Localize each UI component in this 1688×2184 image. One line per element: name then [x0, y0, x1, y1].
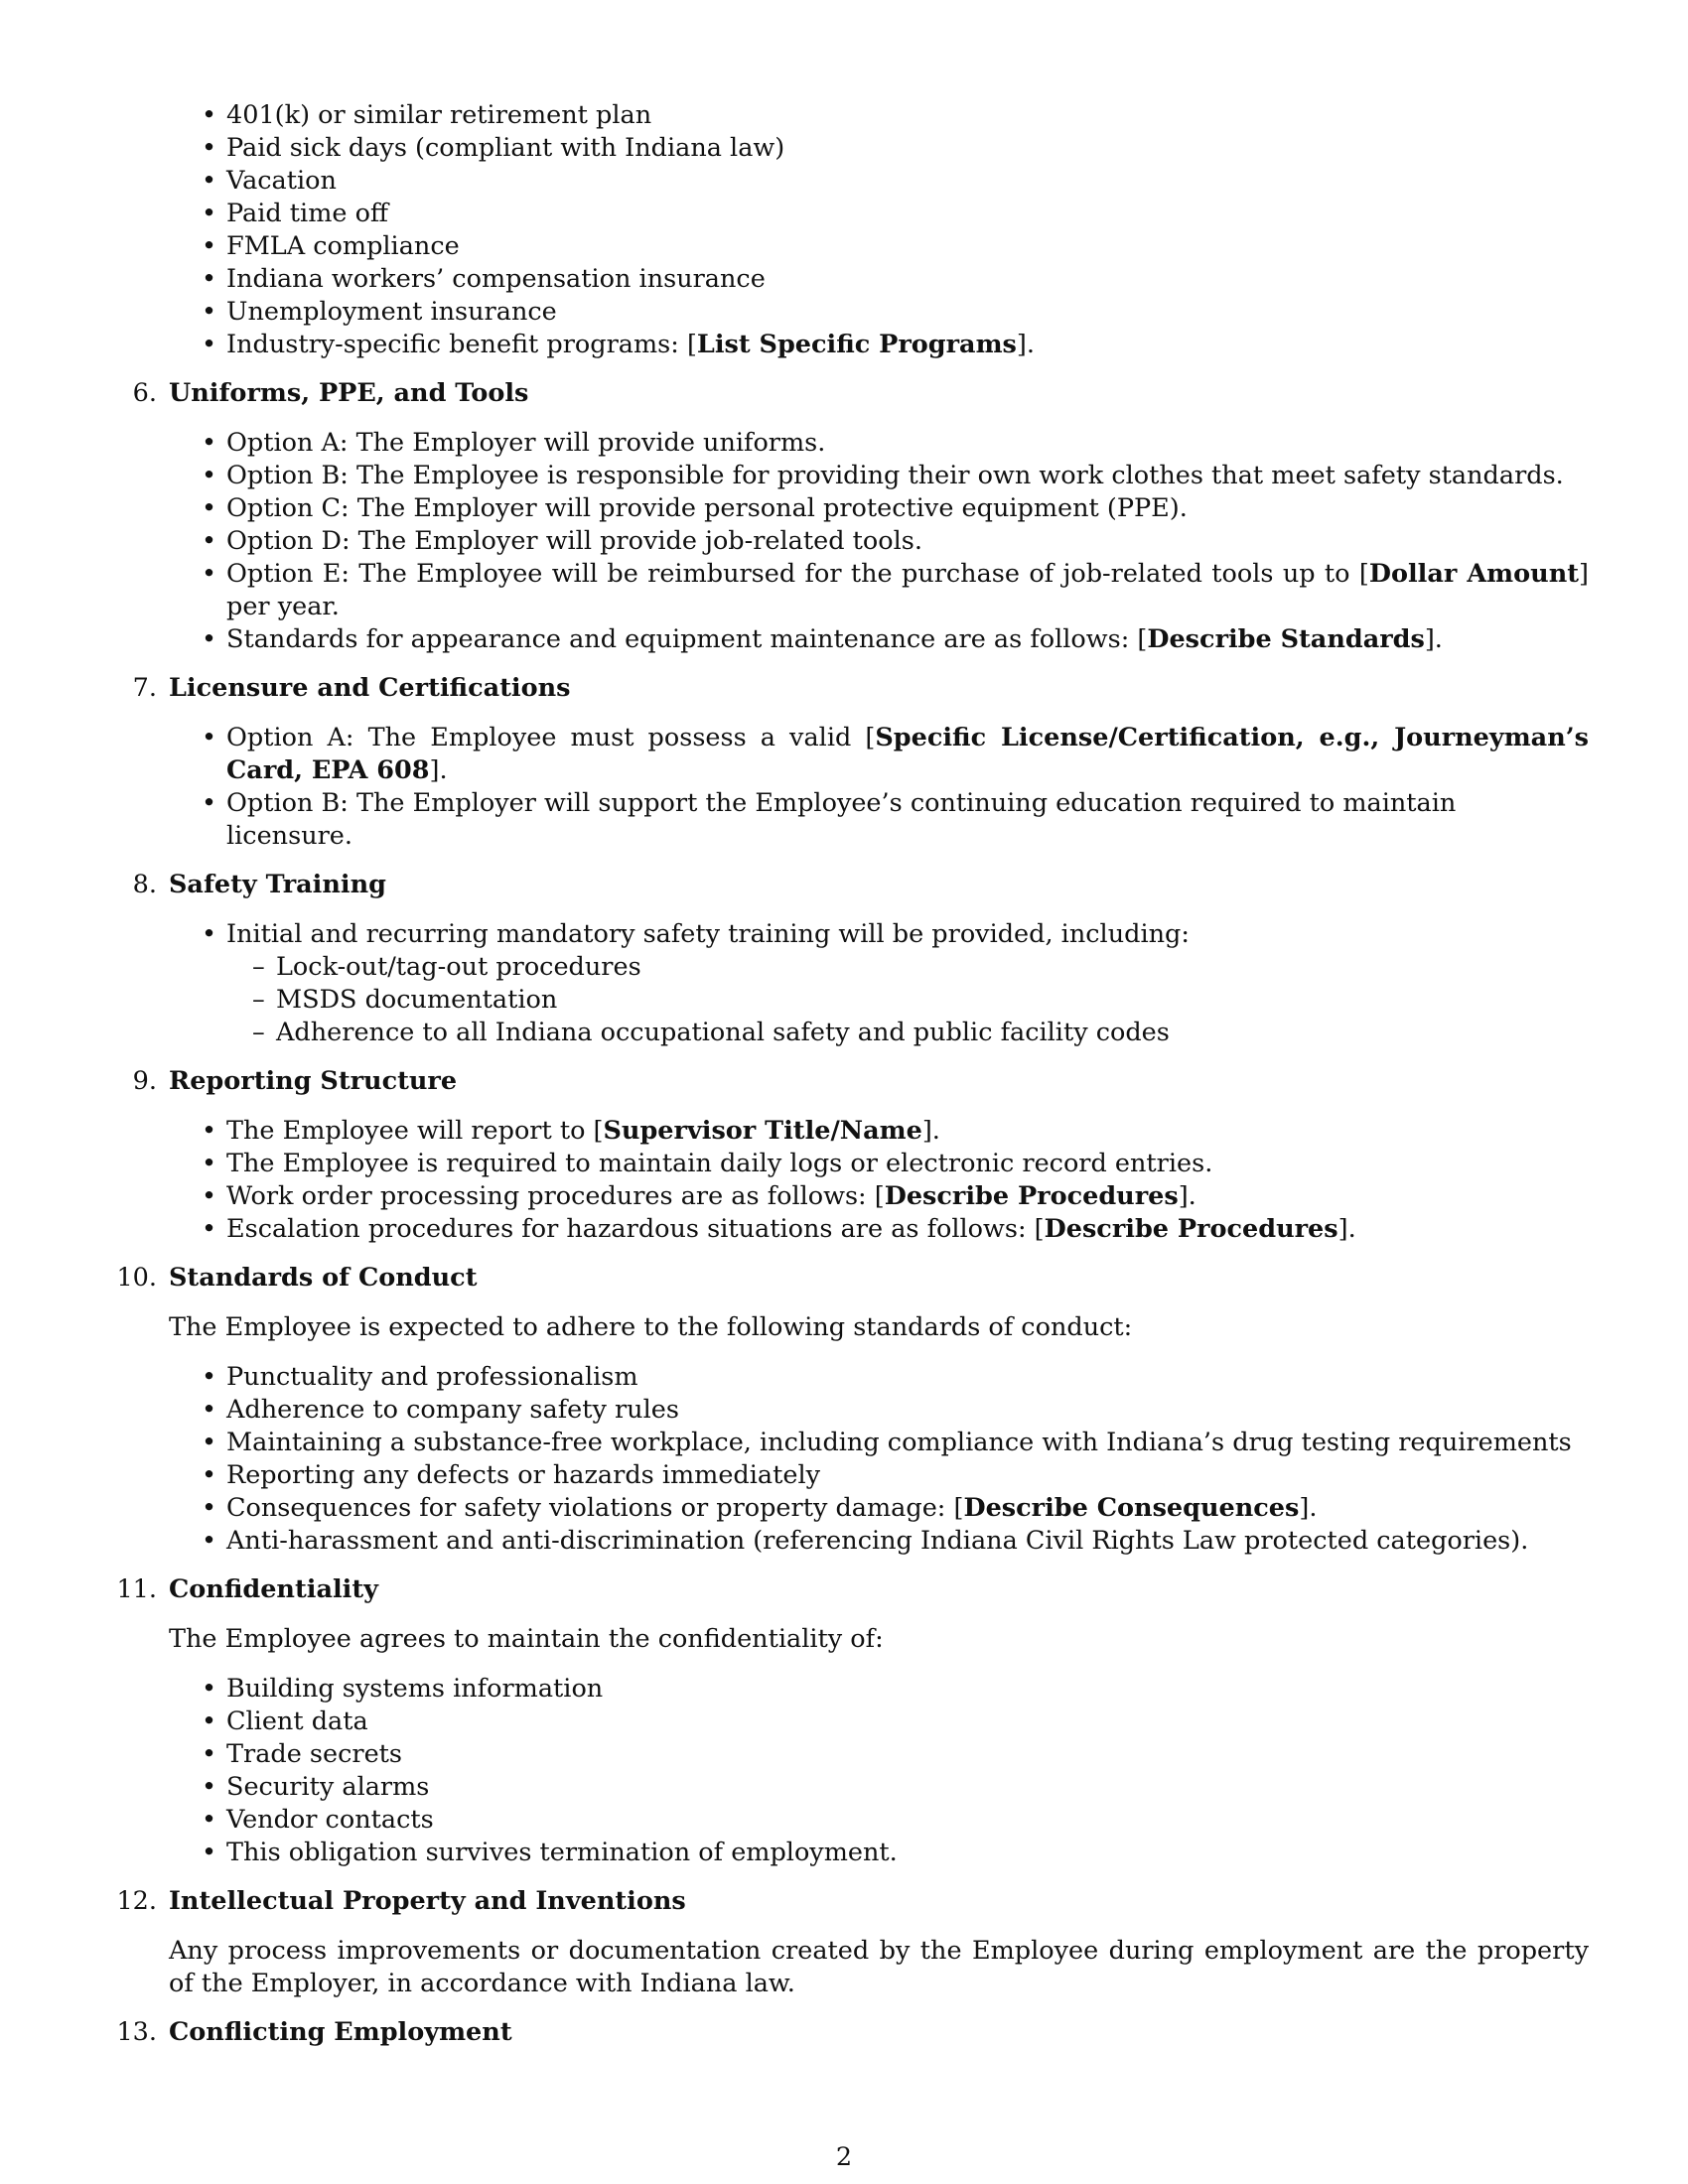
- list-item: [226, 918, 1589, 1049]
- section-7: [119, 672, 1589, 853]
- placeholder-field: Describe Standards: [1147, 624, 1425, 654]
- placeholder-field: List Specific Programs: [696, 330, 1017, 359]
- placeholder-field: Describe Procedures: [884, 1181, 1179, 1211]
- section-title: Conflicting Employment: [169, 2017, 512, 2047]
- text-run: The Employee will report to [: [226, 1116, 604, 1146]
- list-item: • Maintaining a substance-free workplace, including compliance with Indiana’s drug testing requirements: [226, 1427, 1589, 1459]
- list-item: • Punctuality and professionalism: [226, 1361, 1589, 1394]
- placeholder-field: Specific License/Certification, e.g., Journeyman’s Card, EPA 608: [226, 723, 1589, 785]
- text-run: ].: [1337, 1214, 1356, 1244]
- text-run: ].: [1178, 1181, 1196, 1211]
- list-item: [226, 329, 1589, 361]
- placeholder-field: Dollar Amount: [1368, 559, 1580, 589]
- section-list: [119, 918, 1589, 1049]
- section-title: Confidentiality: [169, 1574, 378, 1604]
- list-item: [226, 623, 1589, 656]
- list-item: • This obligation survives termination of employment.: [226, 1837, 1589, 1869]
- text-run: Escalation procedures for hazardous situations are as follows: [: [226, 1214, 1045, 1244]
- section-9: [119, 1065, 1589, 1246]
- section-list: [119, 427, 1589, 656]
- list-item: • Option B: The Employer will support the Employee’s continuing education required to maintain licensure.: [226, 787, 1589, 853]
- text-run: Work order processing procedures are as follows: [: [226, 1181, 885, 1211]
- page-number: 2: [835, 2142, 853, 2172]
- list-item: • The Employee is required to maintain daily logs or electronic record entries.: [226, 1148, 1589, 1180]
- section-title: Uniforms, PPE, and Tools: [169, 378, 529, 408]
- sub-list: [226, 951, 1589, 1049]
- section-number: 10.: [116, 1263, 157, 1293]
- text-run: Consequences for safety violations or property damage: [: [226, 1493, 964, 1523]
- section-13: [116, 2016, 1589, 2049]
- section-intro: The Employee is expected to adhere to the following standards of conduct:: [169, 1312, 1133, 1342]
- section-heading: [116, 1573, 1589, 1606]
- text-run: Standards for appearance and equipment maintenance are as follows: [: [226, 624, 1148, 654]
- text-run: ].: [1299, 1493, 1318, 1523]
- list-item: • Option D: The Employer will provide job-related tools.: [226, 525, 1589, 558]
- section-intro: The Employee agrees to maintain the confidentiality of:: [169, 1624, 884, 1654]
- section-heading: [116, 2016, 1589, 2049]
- list-item: • Reporting any defects or hazards immediately: [226, 1459, 1589, 1492]
- sub-list-item: – MSDS documentation: [276, 984, 1589, 1017]
- list-item: [226, 722, 1589, 787]
- section-number: 6.: [132, 378, 157, 408]
- section-title: Safety Training: [169, 870, 386, 899]
- section-number: 7.: [132, 673, 157, 703]
- section-number: 8.: [132, 870, 157, 899]
- section-number: 13.: [116, 2017, 157, 2047]
- list-item: • Adherence to company safety rules: [226, 1394, 1589, 1427]
- section-paragraph: Any process improvements or documentation created by the Employee during employment are the property of the Employer, in accordance with Indiana law.: [169, 1936, 1589, 1998]
- section-heading: [119, 672, 1589, 705]
- list-item: • Option B: The Employee is responsible for providing their own work clothes that meet safety standards.: [226, 460, 1589, 492]
- list-item: [226, 1213, 1589, 1246]
- list-item: [226, 558, 1589, 623]
- section-8: [119, 869, 1589, 1049]
- section-title: Intellectual Property and Inventions: [169, 1886, 686, 1916]
- section-list: [119, 722, 1589, 853]
- list-item: • Paid time off: [226, 198, 1589, 230]
- section-title: Reporting Structure: [169, 1066, 458, 1096]
- text-run: Option E: The Employee will be reimbursed for the purchase of job-related tools up to [: [226, 559, 1369, 589]
- list-item: • Trade secrets: [226, 1738, 1589, 1771]
- placeholder-field: Describe Consequences: [963, 1493, 1300, 1523]
- section-title: Standards of Conduct: [169, 1263, 478, 1293]
- list-item: [226, 1492, 1589, 1525]
- section-11: [116, 1573, 1589, 1869]
- list-item: • Unemployment insurance: [226, 296, 1589, 329]
- section-heading: [119, 1065, 1589, 1098]
- list-item: • Vendor contacts: [226, 1804, 1589, 1837]
- text-run: ].: [429, 755, 448, 785]
- placeholder-field: Supervisor Title/Name: [603, 1116, 922, 1146]
- list-item: • Building systems information: [226, 1673, 1589, 1706]
- text-run: Industry-specific benefit programs: [: [226, 330, 697, 359]
- section-heading: [116, 1885, 1589, 1918]
- list-item: • Security alarms: [226, 1771, 1589, 1804]
- document-content: [116, 99, 1589, 2049]
- section-heading: [119, 377, 1589, 410]
- text-run: ].: [1424, 624, 1443, 654]
- section-list: [119, 1361, 1589, 1558]
- list-item: • Option C: The Employer will provide personal protective equipment (PPE).: [226, 492, 1589, 525]
- section-list: [119, 1115, 1589, 1246]
- sub-list-item: – Adherence to all Indiana occupational safety and public facility codes: [276, 1017, 1589, 1049]
- list-item: • Anti-harassment and anti-discrimination (referencing Indiana Civil Rights Law protected categories).: [226, 1525, 1589, 1558]
- section-12: [116, 1885, 1589, 2000]
- section-6: [119, 377, 1589, 656]
- benefits-list: [119, 99, 1589, 361]
- list-item: [226, 1180, 1589, 1213]
- section-number: 12.: [116, 1886, 157, 1916]
- text-run: ].: [1016, 330, 1035, 359]
- list-item: • Paid sick days (compliant with Indiana law): [226, 132, 1589, 165]
- list-item: • Option A: The Employer will provide uniforms.: [226, 427, 1589, 460]
- section-number: 9.: [132, 1066, 157, 1096]
- text-run: ] per year.: [226, 559, 1589, 621]
- section-heading: [116, 1262, 1589, 1295]
- list-item-text: Initial and recurring mandatory safety training will be provided, including:: [226, 919, 1190, 949]
- list-item: • Client data: [226, 1706, 1589, 1738]
- text-run: Option A: The Employee must possess a valid [: [226, 723, 876, 752]
- section-heading: [119, 869, 1589, 901]
- section-list: [119, 1673, 1589, 1869]
- list-item: • FMLA compliance: [226, 230, 1589, 263]
- placeholder-field: Describe Procedures: [1044, 1214, 1338, 1244]
- list-item: • Vacation: [226, 165, 1589, 198]
- section-10: [116, 1262, 1589, 1558]
- list-item: • 401(k) or similar retirement plan: [226, 99, 1589, 132]
- sub-list-item: – Lock-out/tag-out procedures: [276, 951, 1589, 984]
- list-item: [226, 1115, 1589, 1148]
- section-number: 11.: [116, 1574, 157, 1604]
- list-item: • Indiana workers’ compensation insurance: [226, 263, 1589, 296]
- text-run: ].: [921, 1116, 940, 1146]
- section-title: Licensure and Certifications: [169, 673, 571, 703]
